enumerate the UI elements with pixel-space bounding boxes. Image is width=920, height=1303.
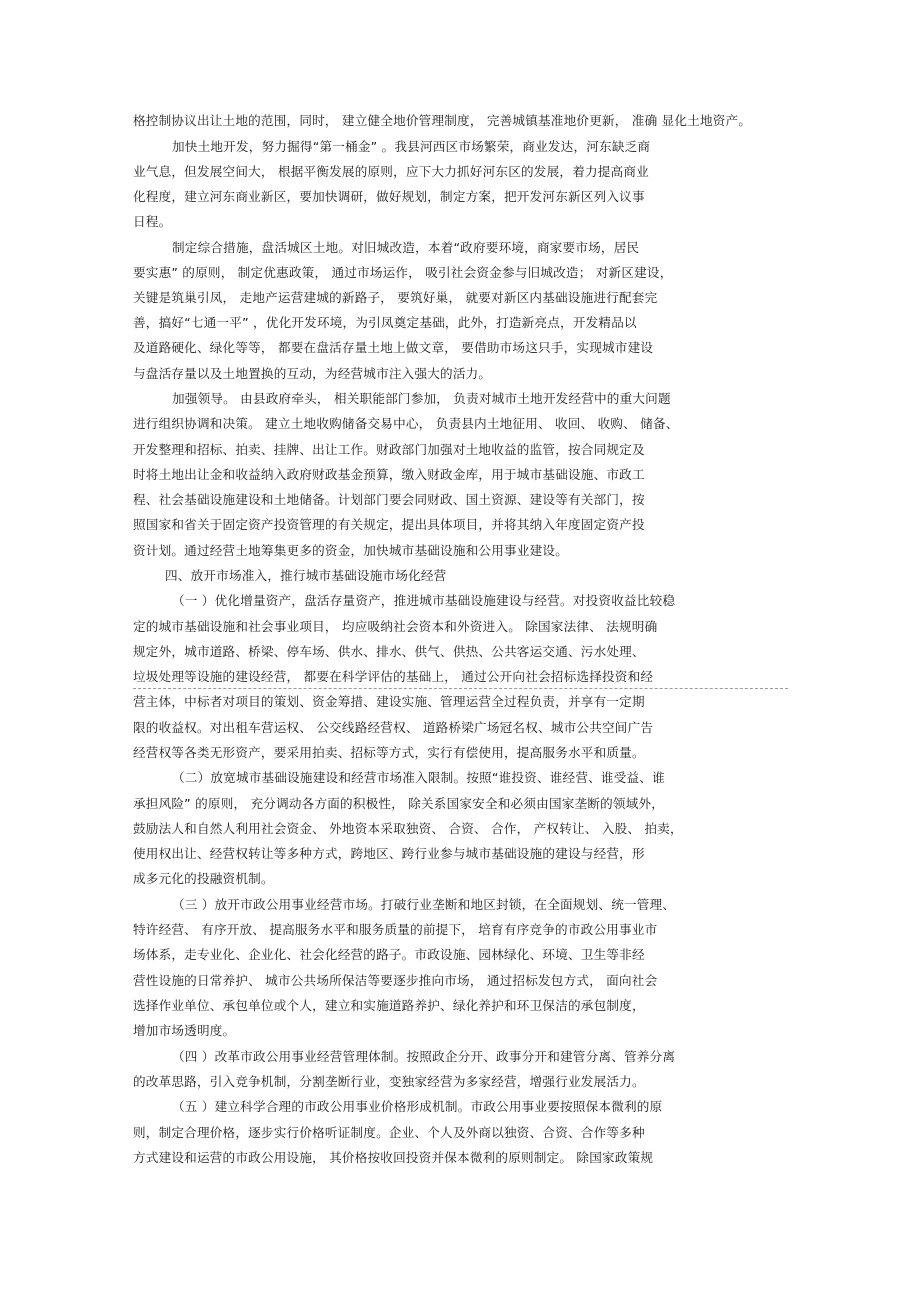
paragraph-line: （三 ）放开市政公用事业经营市场。打破行业垄断和地区封锁，在全面规划、统一管理、 — [172, 897, 676, 912]
text-line: 承担风险” 的原则， 充分调动各方面的积极性， 除关系国家安全和必须由国家垄断的领域外， — [133, 796, 665, 811]
paragraph-line: （一 ）优化增量资产，盘活存量资产，推进城市基础设施建设与经营。对投资收益比较稳 — [172, 593, 676, 608]
text-line: 的改革思路，引入竞争机制，分割垄断行业，变独家经营为多家经营，增强行业发展活力。 — [133, 1074, 645, 1089]
text-line: 程、社会基础设施建设和土地储备。计划部门要会同财政、国土资源、建设等有关部门，按 — [133, 492, 645, 507]
text-line: 与盘活存量以及土地置换的互动，为经营城市注入强大的活力。 — [133, 366, 492, 381]
text-line: 照国家和省关于固定资产投资管理的有关规定，提出具体项目，并将其纳入年度固定资产投 — [133, 517, 645, 532]
text-line: 特许经营、 有序开放、 提高服务水平和服务质量的前提下， 培育有序竞争的市政公用事业市 — [133, 922, 658, 937]
paragraph-line: （五 ）建立科学合理的市政公用事业价格形成机制。市政公用事业要按照保本微利的原 — [172, 1099, 663, 1114]
text-line: 营主体，中标者对项目的策划、资金筹措、建设实施、管理运营全过程负责，并享有一定期 — [133, 694, 645, 709]
text-line: 要实惠” 的原则， 制定优惠政策， 通过市场运作， 吸引社会资金参与旧城改造； 对新区建设， — [133, 265, 673, 280]
text-line: 增加市场透明度。 — [133, 1023, 236, 1038]
text-line: 定的城市基础设施和社会事业项目， 均应吸纳社会资本和外资进入。 除国家法律、 法规明确 — [133, 619, 658, 634]
text-line: 善，搞好“七通一平” ，优化开发环境，为引凤奠定基础，此外，打造新亮点，开发精品以 — [133, 315, 637, 330]
paragraph-line: （二）放宽城市基础设施建设和经营市场准入限制。按照“谁投资、谁经营、谁受益、谁 — [172, 770, 665, 785]
text-line: 成多元化的投融资机制。 — [133, 871, 274, 886]
text-line: 营性设施的日常养护、 城市公共场所保洁等要逐步推向市场， 通过招标发包方式， 面向社会 — [133, 973, 658, 988]
paragraph-line: 制定综合措施，盘活城区土地。对旧城改造，本着“政府要环境，商家要市场，居民 — [172, 240, 640, 255]
text-line: 场体系，走专业化、企业化、社会化经营的路子。市政设施、园林绿化、环境、卫生等非经 — [133, 947, 645, 962]
text-line: 垃圾处理等设施的建设经营， 都要在科学评估的基础上， 通过公开向社会招标选择投资和经 — [133, 669, 654, 684]
paragraph-line: 加快土地开发，努力掘得“第一桶金” 。我县河西区市场繁荣，商业发达，河东缺乏商 — [172, 139, 651, 154]
text-line: 开发整理和招标、拍卖、挂牌、出让工作。财政部门加强对土地收益的监管，按合同规定及 — [133, 442, 645, 457]
text-line: 使用权出让、经营权转让等多种方式，跨地区、跨行业参与城市基础设施的建设与经营，形 — [133, 846, 645, 861]
text-line: 则，制定合理价格，逐步实行价格听证制度。企业、个人及外商以独资、合资、合作等多种 — [133, 1125, 645, 1140]
text-line: 业气息，但发展空间大， 根据平衡发展的原则，应下大力抓好河东区的发展，着力提高商业 — [133, 164, 649, 179]
text-line: 资计划。通过经营土地筹集更多的资金，加快城市基础设施和公用事业建设。 — [133, 543, 568, 558]
text-line: 格控制协议出让土地的范围，同时， 建立健全地价管理制度， 完善城镇基准地价更新， 准确 显化土地资产。 — [133, 113, 752, 128]
text-line: 方式建设和运营的市政公用设施， 其价格按收回投资并保本微利的原则制定。 除国家政策规 — [133, 1150, 654, 1165]
text-line: 规定外，城市道路、桥梁、停车场、供水、排水、供气、供热、公共客运交通、污水处理、 — [133, 644, 645, 659]
text-line: 日程。 — [133, 214, 172, 229]
section-heading: 四、放开市场准入，推行城市基础设施市场化经营 — [165, 568, 447, 583]
text-line: 及道路硬化、绿化等等， 都要在盘活存量土地上做文章， 要借助市场这只手，实现城市建设 — [133, 340, 654, 355]
paragraph-line: （四 ）改革市政公用事业经营管理体制。按照政企分开、政事分开和建管分离、管养分离 — [172, 1049, 676, 1064]
separator-line — [133, 688, 788, 689]
text-line: 经营权等各类无形资产，要采用拍卖、招标等方式，实行有偿使用，提高服务水平和质量。 — [133, 745, 645, 760]
paragraph-line: 加强领导。 由县政府牵头， 相关职能部门参加， 负责对城市土地开发经营中的重大问题 — [172, 391, 671, 406]
text-line: 进行组织协调和决策。 建立土地收购储备交易中心， 负责县内土地征用、 收回、 收购、 储备、 — [133, 416, 679, 431]
text-line: 选择作业单位、承包单位或个人，建立和实施道路养护、绿化养护和环卫保洁的承包制度， — [133, 998, 645, 1013]
text-line: 化程度，建立河东商业新区，要加快调研，做好规划，制定方案，把开发河东新区列入议事 — [133, 189, 645, 204]
text-line: 鼓励法人和自然人利用社会资金、 外地资本采取独资、 合资、 合作， 产权转让、 入股、 拍卖， — [133, 821, 683, 836]
text-line: 时将土地出让金和收益纳入政府财政基金预算，缴入财政金库，用于城市基础设施、市政工 — [133, 467, 645, 482]
text-line: 关键是筑巢引凤， 走地产运营建城的新路子， 要筑好巢， 就要对新区内基础设施进行配套完 — [133, 290, 658, 305]
text-line: 限的收益权。对出租车营运权、 公交线路经营权、 道路桥梁广场冠名权、城市公共空间广告 — [133, 720, 654, 735]
